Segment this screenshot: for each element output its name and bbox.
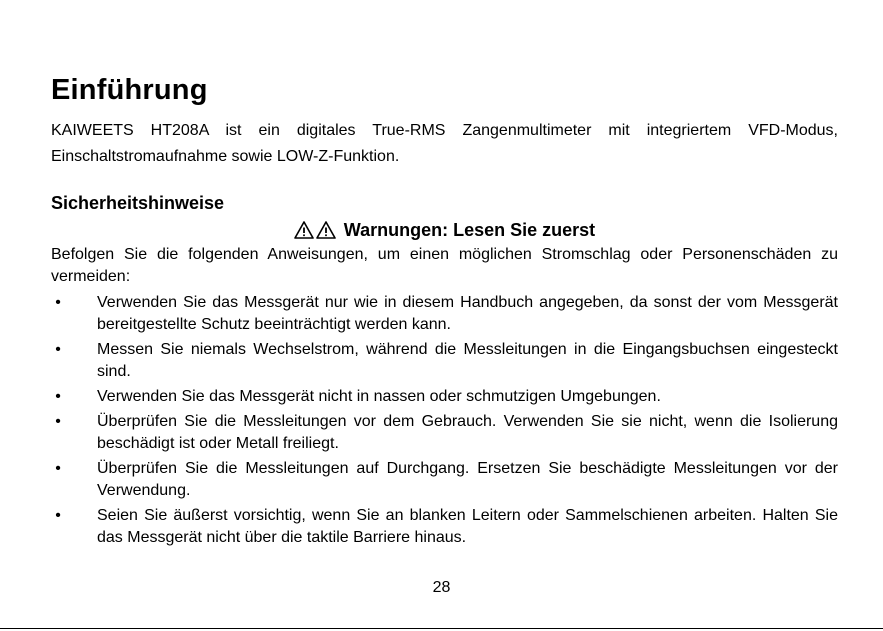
list-item [51, 411, 838, 455]
bullet-dot: • [55, 388, 61, 405]
document-page [51, 70, 838, 552]
warning-list [51, 292, 838, 549]
lead-paragraph: Befolgen Sie die folgenden Anweisungen, um einen möglichen Stromschlag oder Personenschäden zu vermeiden: [51, 246, 838, 285]
warning-triangle-icon [294, 221, 314, 239]
list-item [51, 292, 838, 336]
bullet-dot: • [55, 507, 61, 524]
section-heading-safety: Sicherheitshinweise [51, 193, 225, 213]
list-item [51, 505, 838, 549]
bullet-dot: • [55, 294, 61, 311]
list-item-text: Überprüfen Sie die Messleitungen vor dem Gebrauch. Verwenden Sie sie nicht, wenn die Isolierung beschädigt ist oder Metall freiliegt. [97, 413, 838, 452]
list-item-text: Seien Sie äußerst vorsichtig, wenn Sie an blanken Leitern oder Sammelschienen arbeiten. Halten Sie das Messgerät nicht über die taktile Barriere hinaus. [97, 507, 838, 546]
list-item-text: Verwenden Sie das Messgerät nur wie in diesem Handbuch angegeben, da sonst der vom Messgerät bereitgestellte Schutz beeinträchtigt werden kann. [97, 294, 838, 333]
intro-paragraph: KAIWEETS HT208A ist ein digitales True-RMS Zangenmultimeter mit integriertem VFD-Modus, Einschaltstromaufnahme sowie LOW-Z-Funktion. [51, 122, 838, 165]
bullet-dot: • [55, 460, 61, 477]
list-item-text: Verwenden Sie das Messgerät nicht in nassen oder schmutzigen Umgebungen. [97, 388, 661, 405]
list-item [51, 339, 838, 383]
list-item [51, 458, 838, 502]
warning-triangle-icon [316, 221, 336, 239]
page-title: Einführung [51, 74, 208, 106]
list-item [51, 386, 838, 408]
warning-heading [51, 219, 838, 241]
warning-icons [294, 221, 336, 239]
bottom-divider [0, 628, 883, 629]
bullet-dot: • [55, 341, 61, 358]
list-item-text: Überprüfen Sie die Messleitungen auf Durchgang. Ersetzen Sie beschädigte Messleitungen vor der Verwendung. [97, 460, 838, 499]
warning-title: Warnungen: Lesen Sie zuerst [343, 220, 596, 240]
page-number: 28 [432, 579, 451, 596]
bullet-dot: • [55, 413, 61, 430]
list-item-text: Messen Sie niemals Wechselstrom, während die Messleitungen in die Eingangsbuchsen eingesteckt sind. [97, 341, 838, 380]
